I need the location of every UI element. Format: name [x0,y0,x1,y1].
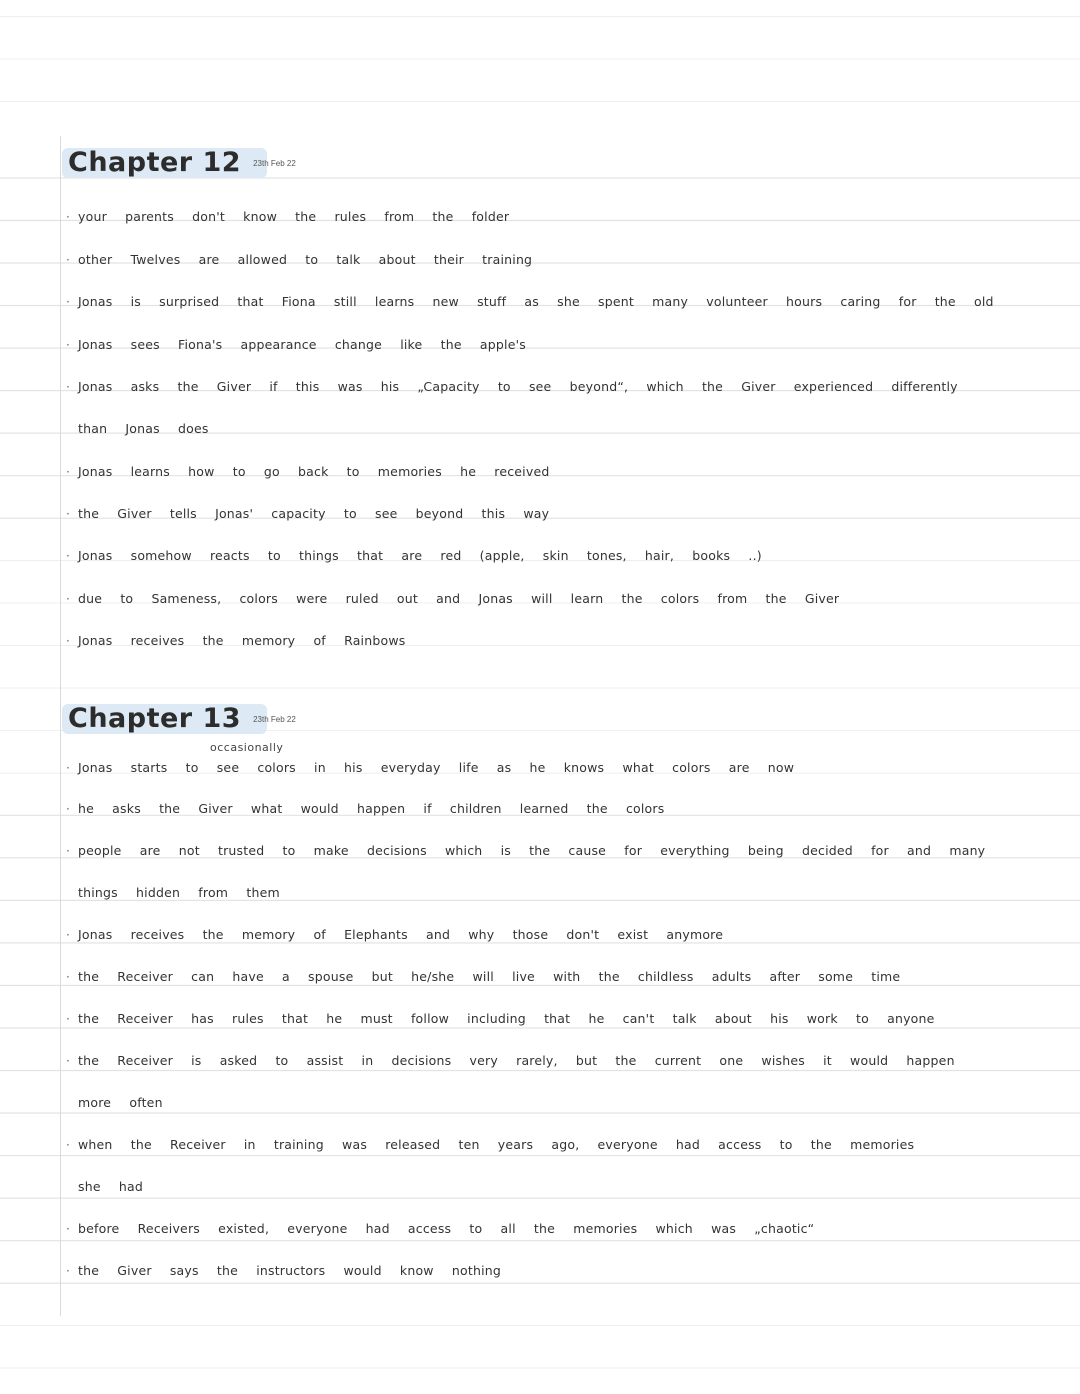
note-line: · the Receiver is asked to assist in decisions very rarely, but the current one wishes it would happen [66,1053,955,1068]
note-line: · the Receiver has rules that he must follow including that he can't talk about his work to anyone [66,1011,935,1026]
note-line-continued: more often [78,1095,163,1110]
note-line: · the Giver says the instructors would know nothing [66,1263,502,1278]
note-line: · before Receivers existed, everyone had access to all the memories which was „chaotic“ [66,1221,815,1236]
note-line-continued: than Jonas does [78,421,209,436]
chapter-12-heading [62,138,296,178]
note-line: · due to Sameness, colors were ruled out and Jonas will learn the colors from the Giver [66,591,840,606]
note-line: · when the Receiver in training was released ten years ago, everyone had access to the memories [66,1137,915,1152]
insertion-note: occasionally [210,741,284,754]
note-line: · the Receiver can have a spouse but he/she will live with the childless adults after some time [66,969,901,984]
note-line: · Jonas learns how to go back to memories he received [66,464,550,479]
note-line: · the Giver tells Jonas' capacity to see beyond this way [66,506,550,521]
note-line: · Jonas starts to see colors in his everyday life as he knows what colors are now [66,760,795,775]
note-line: · your parents don't know the rules from the folder [66,209,510,224]
chapter-13-heading [62,694,296,734]
note-line-continued: things hidden from them [78,885,280,900]
chapter-13-title: Chapter 13 [68,703,242,734]
chapter-12-title: Chapter 12 [68,147,242,178]
note-line: · Jonas is surprised that Fiona still learns new stuff as she spent many volunteer hours caring for the old [66,294,994,309]
note-line: · Jonas receives the memory of Rainbows [66,633,406,648]
note-line: · people are not trusted to make decisions which is the cause for everything being decided for and many [66,843,986,858]
chapter-12-date: 23th Feb 22 [253,159,296,168]
note-line: · Jonas asks the Giver if this was his „Capacity to see beyond“, which the Giver experienced differently [66,379,958,394]
note-line-continued: she had [78,1179,144,1194]
chapter-13-date: 23th Feb 22 [253,715,296,724]
note-line: · Jonas receives the memory of Elephants and why those don't exist anymore [66,927,724,942]
note-line: · other Twelves are allowed to talk about their training [66,252,533,267]
note-line: · Jonas sees Fiona's appearance change like the apple's [66,337,526,352]
note-line: · Jonas somehow reacts to things that are red (apple, skin tones, hair, books ..) [66,548,762,563]
margin-line [60,136,61,1316]
note-line: · he asks the Giver what would happen if children learned the colors [66,801,665,816]
